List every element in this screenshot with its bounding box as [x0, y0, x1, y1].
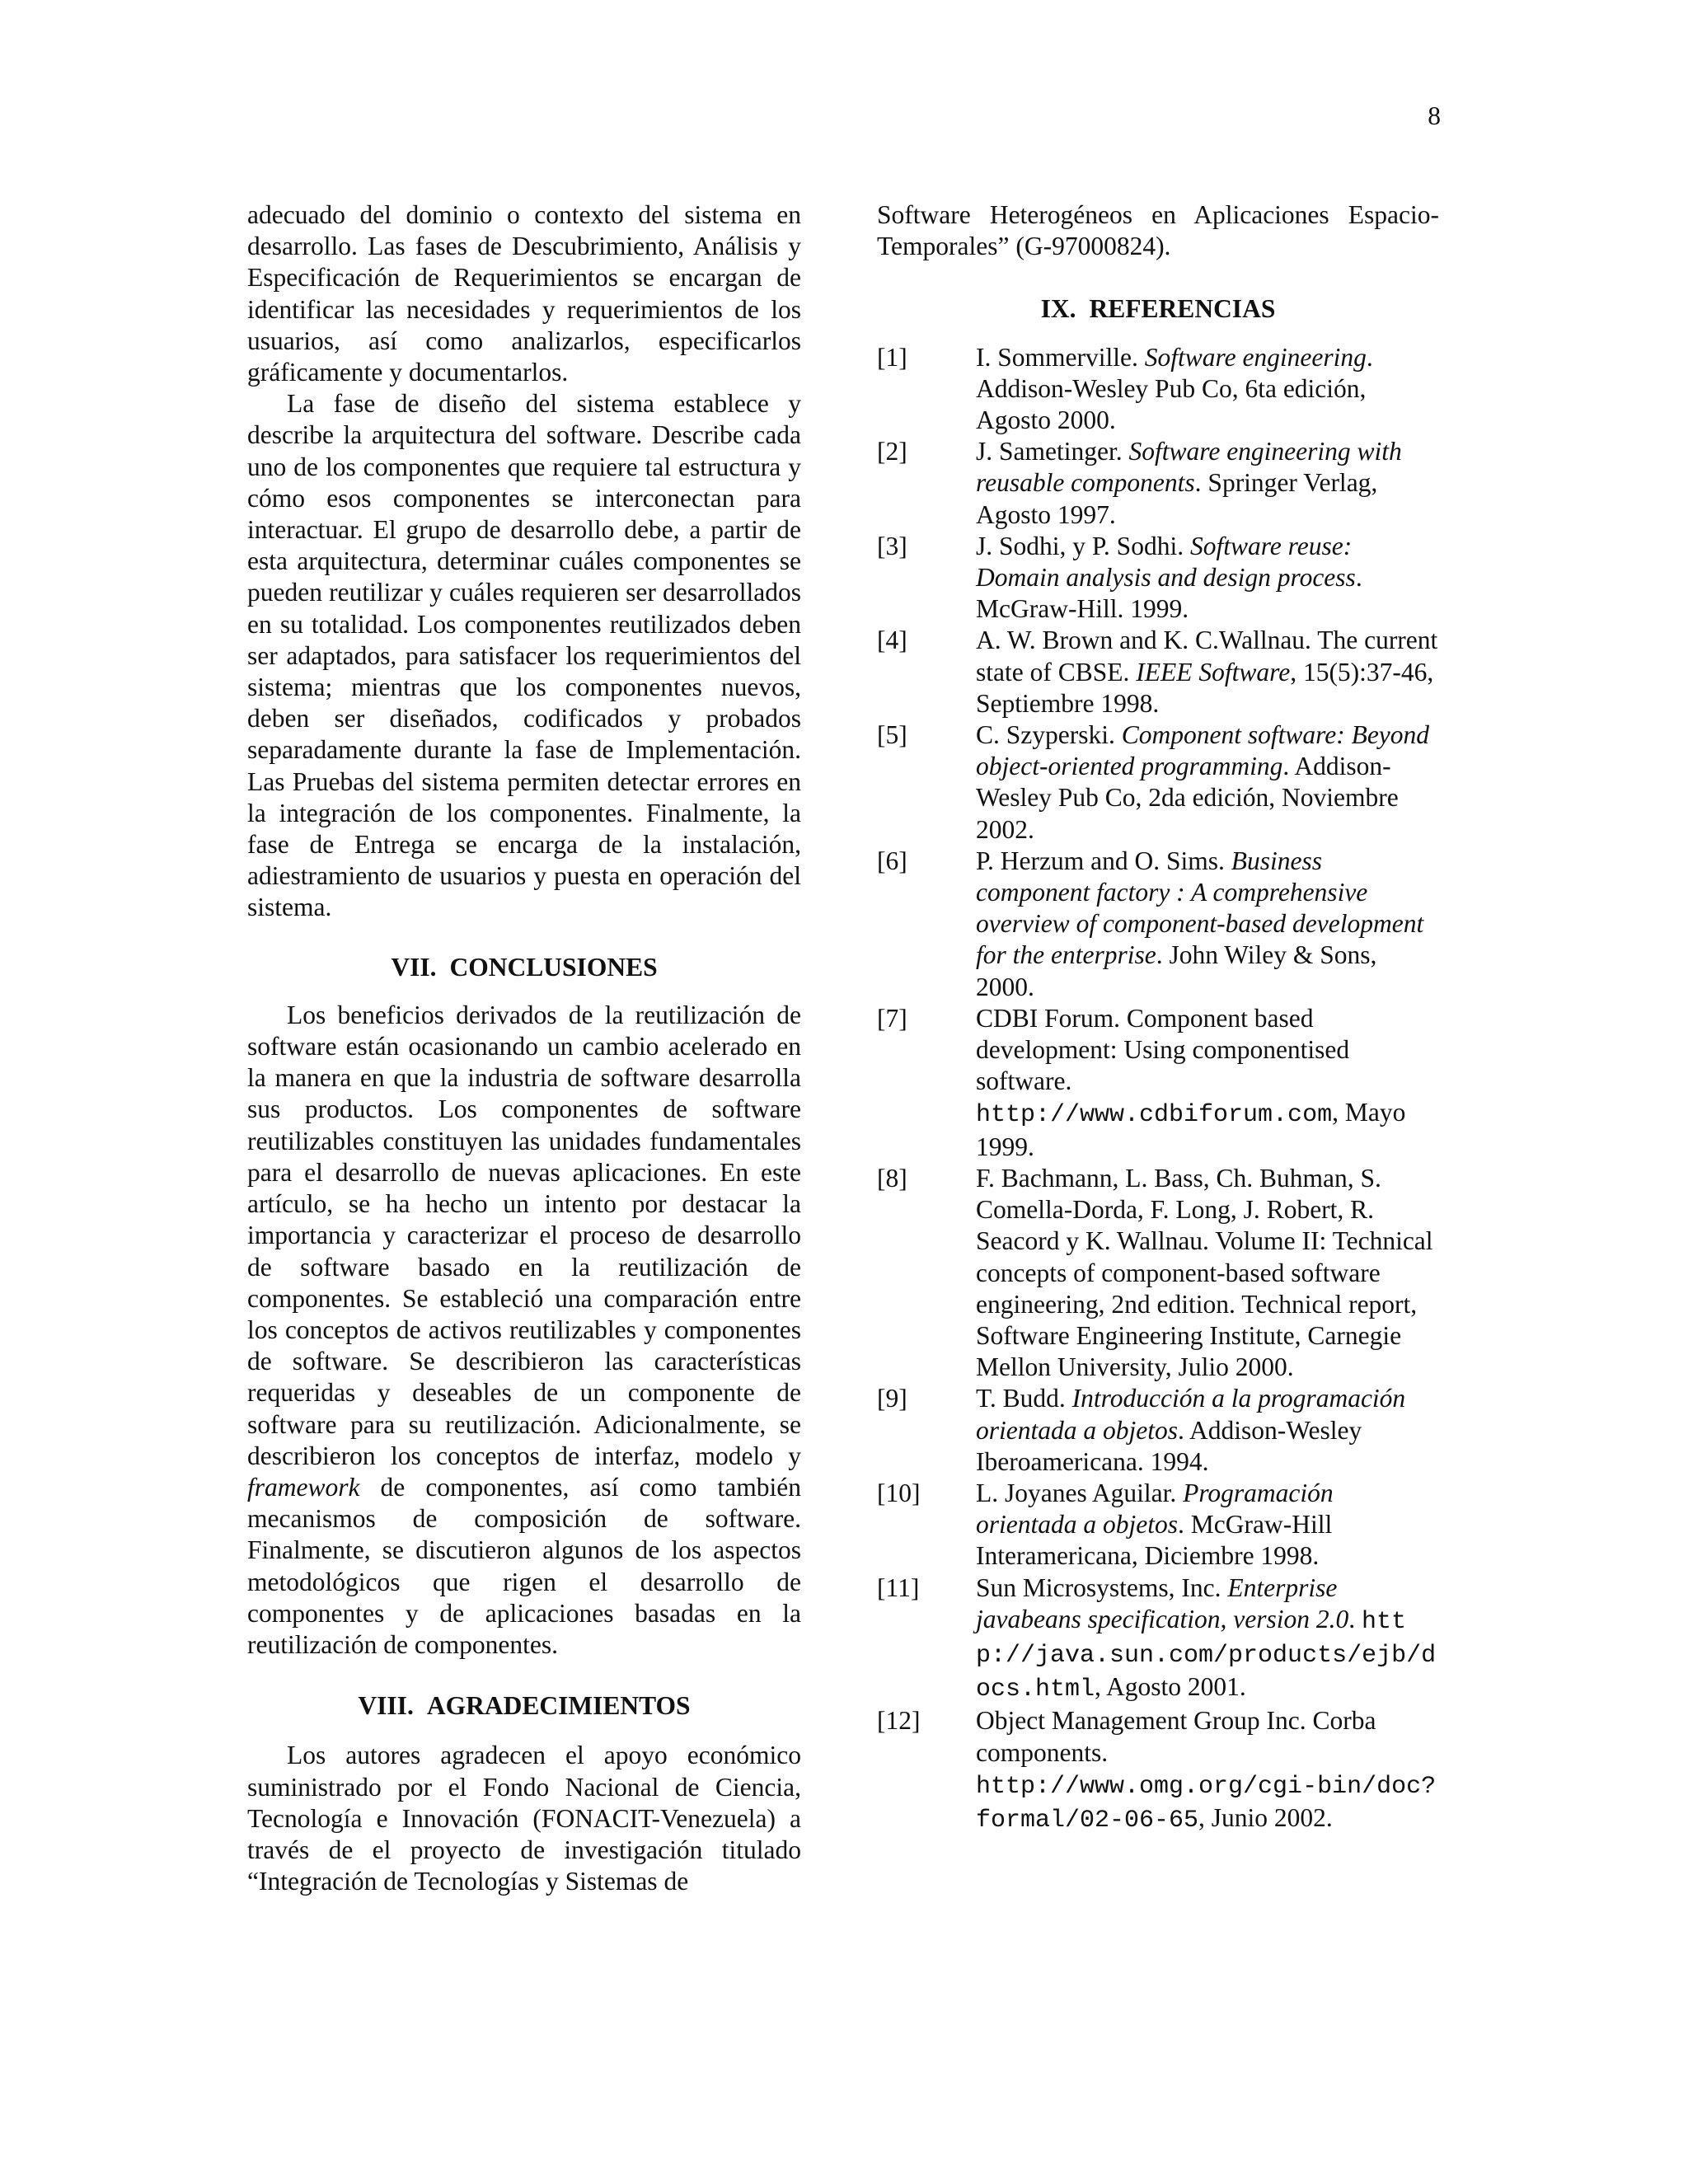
reference-text: C. Szyperski. Component software: Beyond object-oriented programming. Addison-Wesley Pub Co, 2da edición, Noviembre 2002.: [976, 720, 1430, 844]
reference-item: [877, 342, 1439, 437]
conclusiones-text-2: de componentes, así como también mecanismos de composición de software. Finalmente, se discutieron algunos de los aspectos metodológicos que rigen el desarrollo de componentes y de aplicaciones basadas en la reutilización de componentes.: [247, 1472, 801, 1659]
reference-url-link[interactable]: http://www.cdbiforum.com: [976, 1101, 1333, 1130]
right-column: [877, 199, 1439, 1836]
reference-item: [877, 1383, 1439, 1478]
paragraph-design: La fase de diseño del sistema establece y describe la arquitectura del software. Describe cada uno de los componentes que requiere tal estructura y cómo esos componentes se interconectan para interactuar. El grupo de desarrollo debe, a partir de esta arquitectura, determinar cuáles componentes se pueden reutilizar y cuáles requieren ser desarrollados en su totalidad. Los componentes reutilizados deben ser adaptados, para satisfacer los requerimientos del sistema; mientras que los componentes nuevos, deben ser diseñados, codificados y probados separadamente durante la fase de Implementación. Las Pruebas del sistema permiten detectar errores en la integración de los componentes. Finalmente, la fase de Entrega se encarga de la instalación, adiestramiento de usuarios y puesta en operación del sistema.: [247, 389, 801, 922]
section-heading-referencias: [877, 293, 1439, 325]
section-title: REFERENCIAS: [1089, 294, 1276, 324]
conclusiones-text-1: Los beneficios derivados de la reutilización de software están ocasionando un cambio acelerado en la manera en que la industria de software desarrolla sus productos. Los componentes de software reutilizables constituyen las unidades fundamentales para el desarrollo de nuevas aplicaciones. En este artículo, se ha hecho un intento por destacar la importancia y caracterizar el proceso de desarrollo de software basado en la reutilización de componentes. Se estableció una comparación entre los conceptos de activos reutilizables y componentes de software. Se describieron las características requeridas y deseables de un componente de software para su reutilización. Adicionalmente, se describieron los conceptos de interfaz, modelo y: [247, 1000, 801, 1470]
reference-text: J. Sodhi, y P. Sodhi. Software reuse: Domain analysis and design process. McGraw-Hill. 1999.: [976, 531, 1362, 624]
left-column: [247, 199, 801, 1897]
section-heading-agradecimientos: [247, 1690, 801, 1722]
paragraph-requirements: adecuado del dominio o contexto del sistema en desarrollo. Las fases de Descubrimiento, Análisis y Especificación de Requerimientos se encargan de identificar las necesidades y requerimientos de los usuarios, así como analizarlos, especificarlos gráficamente y documentarlos.: [247, 200, 801, 387]
section-number: VIII.: [358, 1691, 414, 1721]
reference-number: [11]: [877, 1572, 920, 1602]
reference-item: [877, 531, 1439, 626]
section-number: IX.: [1040, 294, 1076, 324]
reference-number: [4]: [877, 626, 907, 655]
reference-list: [877, 342, 1439, 1837]
reference-text: T. Budd. Introducción a la programación orientada a objetos. Addison-Wesley Iberoamericana. 1994.: [976, 1384, 1406, 1476]
reference-number: [6]: [877, 846, 907, 875]
reference-text: CDBI Forum. Component based development: Using componentised software. http://www.cdbiforum.com, Mayo 1999.: [976, 1003, 1406, 1161]
reference-text: F. Bachmann, L. Bass, Ch. Buhman, S. Comella-Dorda, F. Long, J. Robert, R. Seacord y K. Wallnau. Volume II: Technical concepts of component-based software engineering, 2nd edition. Technical report, Software Engineering Institute, Carnegie Mellon University, Julio 2000.: [976, 1163, 1433, 1382]
reference-number: [10]: [877, 1478, 921, 1507]
reference-item: [877, 436, 1439, 531]
paragraph-continuation: Software Heterogéneos en Aplicaciones Espacio-Temporales” (G-97000824).: [877, 200, 1439, 261]
reference-number: [7]: [877, 1003, 907, 1033]
reference-number: [12]: [877, 1706, 921, 1736]
reference-text: L. Joyanes Aguilar. Programación orientada a objetos. McGraw-Hill Interamericana, Diciembre 1998.: [976, 1478, 1334, 1571]
reference-url-link[interactable]: http://java.sun.com/products/ejb/docs.html: [976, 1607, 1437, 1704]
reference-item: [877, 719, 1439, 846]
paragraph-conclusiones: [247, 1000, 801, 1661]
reference-item: [877, 1572, 1439, 1706]
reference-number: [2]: [877, 437, 907, 466]
reference-item: [877, 1705, 1439, 1836]
reference-number: [9]: [877, 1384, 907, 1413]
reference-text: J. Sametinger. Software engineering with reusable components. Springer Verlag, Agosto 1997.: [976, 437, 1402, 529]
reference-text: Sun Microsystems, Inc. Enterprise javabeans specification, version 2.0. http://java.sun.com/products/ejb/docs.html, Agosto 2001.: [976, 1572, 1437, 1704]
reference-item: [877, 1003, 1439, 1163]
reference-item: [877, 1478, 1439, 1572]
reference-number: [1]: [877, 342, 907, 372]
section-title: CONCLUSIONES: [449, 952, 658, 982]
section-heading-conclusiones: [247, 952, 801, 983]
reference-number: [5]: [877, 720, 907, 750]
section-number: VII.: [391, 952, 437, 982]
reference-text: I. Sommerville. Software engineering. Addison-Wesley Pub Co, 6ta edición, Agosto 2000.: [976, 342, 1373, 435]
page-number: 8: [1428, 101, 1441, 130]
section-title: AGRADECIMIENTOS: [426, 1691, 691, 1721]
paragraph-agradecimientos: Los autores agradecen el apoyo económico suministrado por el Fondo Nacional de Ciencia, Tecnología e Innovación (FONACIT-Venezuela) a través de el proyecto de investigación titulado “Integración de Tecnologías y Sistemas de: [247, 1741, 801, 1896]
reference-item: [877, 1163, 1439, 1383]
reference-number: [8]: [877, 1163, 907, 1193]
reference-number: [3]: [877, 531, 907, 560]
reference-text: Object Management Group Inc. Corba components. http://www.omg.org/cgi-bin/doc?formal/02-06-65, Junio 2002.: [976, 1706, 1437, 1835]
reference-text: P. Herzum and O. Sims. Business component factory : A comprehensive overview of component-based development for the enterprise. John Wiley & Sons, 2000.: [976, 846, 1424, 1001]
reference-text: A. W. Brown and K. C.Wallnau. The current state of CBSE. IEEE Software, 15(5):37-46, Septiembre 1998.: [976, 626, 1438, 718]
reference-item: [877, 846, 1439, 1003]
conclusiones-italic-term: framework: [247, 1472, 360, 1502]
reference-item: [877, 625, 1439, 719]
reference-url-link[interactable]: http://www.omg.org/cgi-bin/doc?formal/02-06-65: [976, 1772, 1437, 1835]
